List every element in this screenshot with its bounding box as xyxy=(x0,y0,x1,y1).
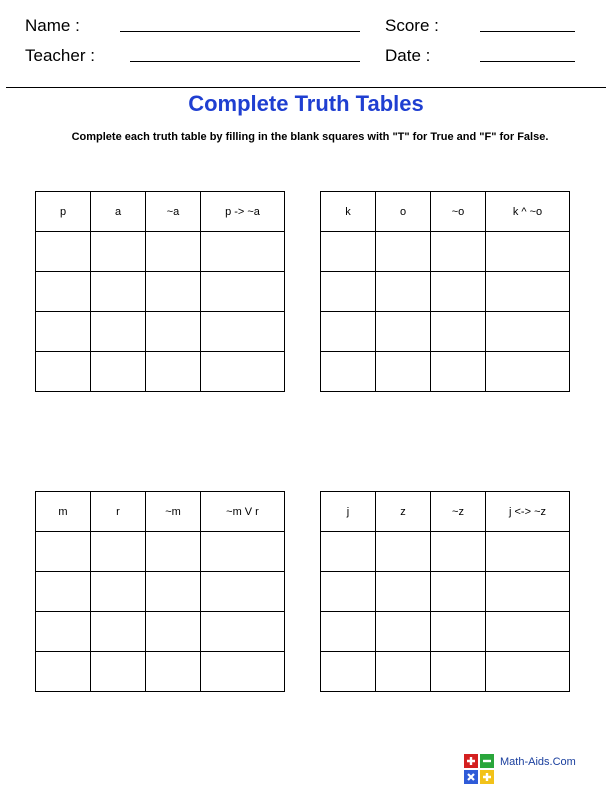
column-header: k ^ ~o xyxy=(486,192,570,232)
blank-cell[interactable] xyxy=(201,232,285,272)
blank-cell[interactable] xyxy=(91,612,146,652)
blank-cell[interactable] xyxy=(376,572,431,612)
column-header: j <-> ~z xyxy=(486,492,570,532)
column-header: ~m V r xyxy=(201,492,285,532)
truth-table-4 xyxy=(320,491,570,692)
blank-cell[interactable] xyxy=(146,352,201,392)
blank-cell[interactable] xyxy=(431,352,486,392)
table-row xyxy=(36,652,285,692)
blank-cell[interactable] xyxy=(36,352,91,392)
blank-cell[interactable] xyxy=(201,532,285,572)
truth-table-3 xyxy=(35,491,285,692)
blank-cell[interactable] xyxy=(486,232,570,272)
column-header: a xyxy=(91,192,146,232)
math-operators-icon xyxy=(463,753,495,785)
column-header: ~o xyxy=(431,192,486,232)
table-row xyxy=(321,352,570,392)
blank-cell[interactable] xyxy=(486,612,570,652)
blank-cell[interactable] xyxy=(486,652,570,692)
table-row xyxy=(321,272,570,312)
blank-cell[interactable] xyxy=(36,232,91,272)
blank-cell[interactable] xyxy=(431,232,486,272)
blank-cell[interactable] xyxy=(146,232,201,272)
table-row xyxy=(36,232,285,272)
blank-cell[interactable] xyxy=(201,572,285,612)
blank-cell[interactable] xyxy=(321,272,376,312)
table-row xyxy=(36,272,285,312)
name-field[interactable] xyxy=(120,31,360,32)
blank-cell[interactable] xyxy=(376,272,431,312)
teacher-field[interactable] xyxy=(130,61,360,62)
column-header: z xyxy=(376,492,431,532)
blank-cell[interactable] xyxy=(321,532,376,572)
column-header: k xyxy=(321,192,376,232)
blank-cell[interactable] xyxy=(91,352,146,392)
blank-cell[interactable] xyxy=(431,532,486,572)
blank-cell[interactable] xyxy=(486,352,570,392)
blank-cell[interactable] xyxy=(486,532,570,572)
blank-cell[interactable] xyxy=(321,612,376,652)
column-header: p xyxy=(36,192,91,232)
blank-cell[interactable] xyxy=(431,652,486,692)
table-row xyxy=(321,532,570,572)
column-header: ~m xyxy=(146,492,201,532)
blank-cell[interactable] xyxy=(36,532,91,572)
column-header: m xyxy=(36,492,91,532)
date-field[interactable] xyxy=(480,61,575,62)
blank-cell[interactable] xyxy=(431,572,486,612)
table-row xyxy=(36,352,285,392)
blank-cell[interactable] xyxy=(376,532,431,572)
blank-cell[interactable] xyxy=(146,612,201,652)
blank-cell[interactable] xyxy=(146,532,201,572)
blank-cell[interactable] xyxy=(376,612,431,652)
table-row xyxy=(36,532,285,572)
blank-cell[interactable] xyxy=(431,272,486,312)
table-row xyxy=(36,312,285,352)
blank-cell[interactable] xyxy=(486,312,570,352)
blank-cell[interactable] xyxy=(486,572,570,612)
blank-cell[interactable] xyxy=(91,652,146,692)
blank-cell[interactable] xyxy=(201,312,285,352)
site-brand[interactable]: Math-Aids.Com xyxy=(500,756,576,768)
table-row xyxy=(36,572,285,612)
column-header: ~a xyxy=(146,192,201,232)
blank-cell[interactable] xyxy=(321,232,376,272)
blank-cell[interactable] xyxy=(91,232,146,272)
blank-cell[interactable] xyxy=(201,612,285,652)
blank-cell[interactable] xyxy=(36,572,91,612)
blank-cell[interactable] xyxy=(36,312,91,352)
page-title: Complete Truth Tables xyxy=(188,91,424,116)
blank-cell[interactable] xyxy=(321,652,376,692)
blank-cell[interactable] xyxy=(146,272,201,312)
blank-cell[interactable] xyxy=(146,652,201,692)
blank-cell[interactable] xyxy=(321,312,376,352)
table-row xyxy=(36,612,285,652)
blank-cell[interactable] xyxy=(201,652,285,692)
blank-cell[interactable] xyxy=(486,272,570,312)
blank-cell[interactable] xyxy=(91,312,146,352)
blank-cell[interactable] xyxy=(376,352,431,392)
column-header: p -> ~a xyxy=(201,192,285,232)
score-label: Score : xyxy=(385,16,439,35)
table-header-row xyxy=(321,492,570,532)
column-header: ~z xyxy=(431,492,486,532)
date-label: Date : xyxy=(385,46,431,65)
table-header-row xyxy=(36,192,285,232)
blank-cell[interactable] xyxy=(376,652,431,692)
header-divider xyxy=(6,87,606,88)
name-label: Name : xyxy=(25,16,80,35)
teacher-label: Teacher : xyxy=(25,46,95,65)
blank-cell[interactable] xyxy=(36,612,91,652)
blank-cell[interactable] xyxy=(91,532,146,572)
blank-cell[interactable] xyxy=(36,272,91,312)
blank-cell[interactable] xyxy=(201,272,285,312)
table-row xyxy=(321,232,570,272)
instructions: Complete each truth table by filling in the blank squares with "T" for True and "F" for False. xyxy=(71,131,549,143)
table-row xyxy=(321,572,570,612)
truth-table-2 xyxy=(320,191,570,392)
blank-cell[interactable] xyxy=(146,312,201,352)
blank-cell[interactable] xyxy=(91,272,146,312)
table-row xyxy=(321,312,570,352)
score-field[interactable] xyxy=(480,31,575,32)
blank-cell[interactable] xyxy=(91,572,146,612)
table-row xyxy=(321,652,570,692)
column-header: r xyxy=(91,492,146,532)
truth-table-1 xyxy=(35,191,285,392)
blank-cell[interactable] xyxy=(431,612,486,652)
column-header: o xyxy=(376,192,431,232)
blank-cell[interactable] xyxy=(201,352,285,392)
blank-cell[interactable] xyxy=(36,652,91,692)
table-header-row xyxy=(321,192,570,232)
column-header: j xyxy=(321,492,376,532)
blank-cell[interactable] xyxy=(321,572,376,612)
blank-cell[interactable] xyxy=(321,352,376,392)
blank-cell[interactable] xyxy=(431,312,486,352)
table-row xyxy=(321,612,570,652)
blank-cell[interactable] xyxy=(376,232,431,272)
blank-cell[interactable] xyxy=(146,572,201,612)
blank-cell[interactable] xyxy=(376,312,431,352)
table-header-row xyxy=(36,492,285,532)
